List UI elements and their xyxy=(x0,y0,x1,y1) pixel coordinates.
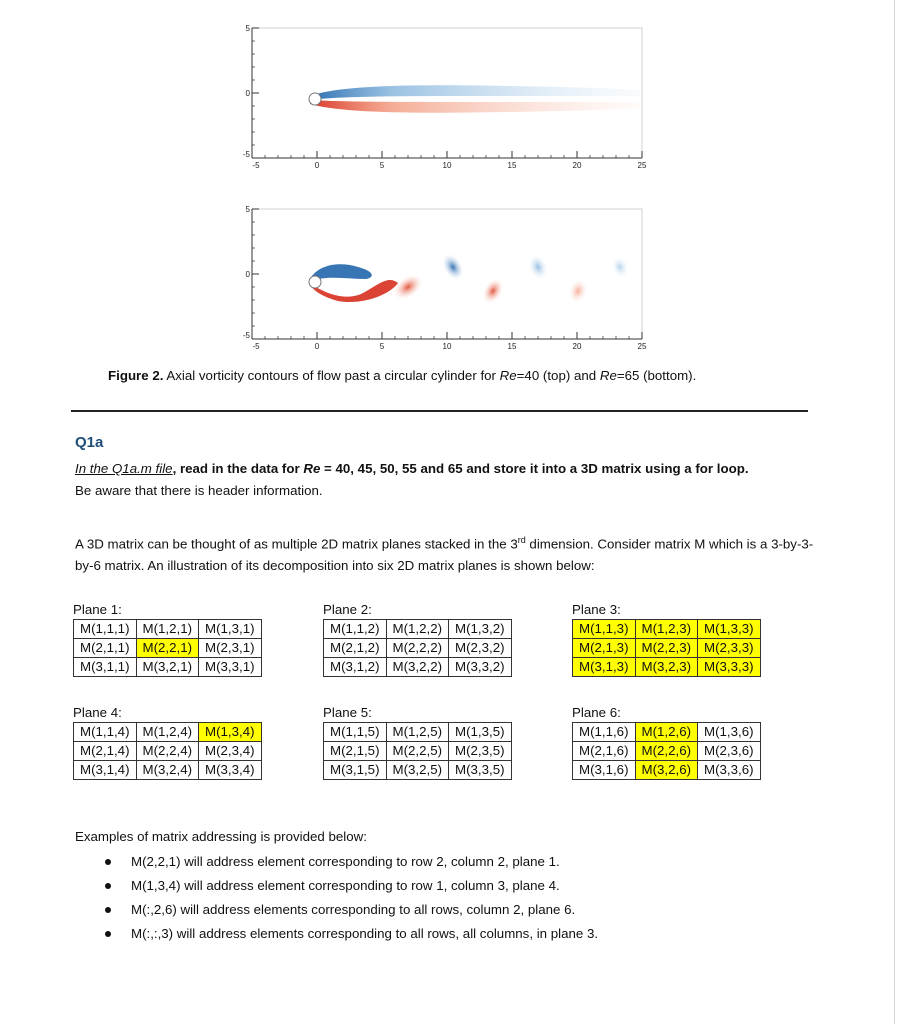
matrix-cell: M(2,1,3) xyxy=(573,639,636,658)
matrix-cell: M(2,3,1) xyxy=(199,639,262,658)
matrix-cell: M(1,1,3) xyxy=(573,620,636,639)
matrix-cell: M(2,3,4) xyxy=(199,742,262,761)
caption-text: =40 (top) and xyxy=(516,368,600,383)
y-tick-label: 0 xyxy=(245,270,250,279)
plane-label: Plane 4: xyxy=(73,705,122,720)
matrix-cell: M(3,2,3) xyxy=(635,658,698,677)
question-instructions xyxy=(75,458,815,502)
matrix-cell: M(1,1,1) xyxy=(74,620,137,639)
y-tick-label: -5 xyxy=(242,150,250,159)
matrix-cell: M(2,2,5) xyxy=(386,742,449,761)
instr-re: Re xyxy=(303,461,321,476)
matrix-cell: M(3,3,6) xyxy=(698,761,761,780)
y-tick-label: -5 xyxy=(242,331,250,340)
caption-re: Re xyxy=(599,368,617,383)
matrix-row xyxy=(74,742,262,761)
matrix-row xyxy=(324,639,512,658)
matrix-row xyxy=(573,742,761,761)
matrix-cell: M(3,3,3) xyxy=(698,658,761,677)
vorticity-plot-re65 xyxy=(242,205,647,351)
plane-2 xyxy=(323,600,512,677)
bullet-icon xyxy=(105,931,111,937)
para-text: dimension. Consider matrix M which is a 3-by-3-by-6 matrix. An illustration of its decomposition into six 2D matrix planes is shown below: xyxy=(75,536,814,574)
instr-text: = 40, 45, 50, 55 and 65 and store it into a 3D matrix using a for loop. xyxy=(320,461,749,476)
matrix-cell: M(1,3,2) xyxy=(449,620,512,639)
matrix-row xyxy=(324,658,512,677)
x-tick-label: 25 xyxy=(637,161,647,170)
caption-re: Re xyxy=(499,368,517,383)
matrix-row xyxy=(324,620,512,639)
matrix-row xyxy=(74,658,262,677)
matrix-cell: M(2,1,2) xyxy=(324,639,387,658)
example-text: M(1,3,4) will address element corresponding to row 1, column 3, plane 4. xyxy=(131,878,560,893)
matrix-cell: M(1,2,2) xyxy=(386,620,449,639)
list-item xyxy=(75,874,598,898)
x-tick-label: 20 xyxy=(572,342,582,351)
matrix-cell: M(3,3,5) xyxy=(449,761,512,780)
matrix-cell: M(2,3,5) xyxy=(449,742,512,761)
x-tick-label: 15 xyxy=(507,342,517,351)
plane-matrix xyxy=(73,619,262,677)
matrix-cell: M(3,2,4) xyxy=(136,761,199,780)
page-edge xyxy=(894,0,895,1024)
plane-matrix xyxy=(323,619,512,677)
plane-label: Plane 3: xyxy=(572,602,621,617)
matrix-row xyxy=(74,620,262,639)
matrix-cell: M(3,1,2) xyxy=(324,658,387,677)
matrix-explanation xyxy=(75,529,815,577)
x-tick-label: -5 xyxy=(252,342,260,351)
x-tick-label: 20 xyxy=(572,161,582,170)
matrix-row xyxy=(74,761,262,780)
bullet-icon xyxy=(105,883,111,889)
matrix-cell: M(3,2,1) xyxy=(136,658,199,677)
x-tick-label: 25 xyxy=(637,342,647,351)
matrix-cell: M(1,2,1) xyxy=(136,620,199,639)
matrix-row xyxy=(74,639,262,658)
x-tick-label: -5 xyxy=(252,161,260,170)
y-tick-label: 5 xyxy=(245,205,250,214)
plane-matrix xyxy=(572,722,761,780)
cylinder xyxy=(309,276,321,288)
matrix-cell: M(2,3,2) xyxy=(449,639,512,658)
y-tick-label: 0 xyxy=(245,89,250,98)
matrix-row xyxy=(573,658,761,677)
matrix-cell: M(1,3,4) xyxy=(199,723,262,742)
plane-matrix xyxy=(572,619,761,677)
matrix-cell: M(1,1,4) xyxy=(74,723,137,742)
matrix-cell: M(1,3,3) xyxy=(698,620,761,639)
matrix-cell: M(3,3,1) xyxy=(199,658,262,677)
matrix-cell: M(2,2,2) xyxy=(386,639,449,658)
caption-label: Figure 2. xyxy=(108,368,164,383)
matrix-row xyxy=(324,742,512,761)
caption-text: Axial vorticity contours of flow past a circular cylinder for xyxy=(163,368,500,383)
bullet-icon xyxy=(105,859,111,865)
caption-text: =65 (bottom). xyxy=(616,368,697,383)
matrix-row xyxy=(573,639,761,658)
x-tick-label: 5 xyxy=(379,342,385,351)
list-item xyxy=(75,850,598,874)
plane-label: Plane 2: xyxy=(323,602,372,617)
plane-1 xyxy=(73,600,262,677)
matrix-cell: M(3,3,2) xyxy=(449,658,512,677)
instr-text: , read in the data for xyxy=(172,461,304,476)
example-text: M(:,:,3) will address elements corresponding to all rows, all columns, in plane 3. xyxy=(131,926,599,941)
para-text: A 3D matrix can be thought of as multiple 2D matrix planes stacked in the 3 xyxy=(75,536,518,552)
para-sup: rd xyxy=(517,535,526,545)
example-text: M(2,2,1) will address element corresponding to row 2, column 2, plane 1. xyxy=(131,854,560,869)
matrix-cell: M(3,2,5) xyxy=(386,761,449,780)
matrix-row xyxy=(324,723,512,742)
matrix-row xyxy=(573,761,761,780)
matrix-row xyxy=(573,620,761,639)
matrix-cell: M(2,2,1) xyxy=(136,639,199,658)
x-tick-label: 0 xyxy=(314,161,320,170)
example-text: M(:,2,6) will address elements corresponding to all rows, column 2, plane 6. xyxy=(131,902,576,917)
plane-label: Plane 5: xyxy=(323,705,372,720)
plane-6 xyxy=(572,703,761,780)
examples-title: Examples of matrix addressing is provided below: xyxy=(75,829,367,844)
matrix-cell: M(1,2,5) xyxy=(386,723,449,742)
matrix-cell: M(3,1,4) xyxy=(74,761,137,780)
matrix-row xyxy=(573,723,761,742)
matrix-cell: M(2,1,5) xyxy=(324,742,387,761)
plane-matrix xyxy=(73,722,262,780)
matrix-cell: M(2,2,4) xyxy=(136,742,199,761)
x-tick-label: 0 xyxy=(314,342,320,351)
matrix-cell: M(1,2,6) xyxy=(635,723,698,742)
matrix-cell: M(1,2,3) xyxy=(635,620,698,639)
matrix-cell: M(3,1,3) xyxy=(573,658,636,677)
file-link[interactable]: In the Q1a.m file xyxy=(75,461,173,476)
list-item xyxy=(75,922,598,946)
matrix-cell: M(2,2,3) xyxy=(635,639,698,658)
plane-3 xyxy=(572,600,761,677)
matrix-cell: M(1,3,6) xyxy=(698,723,761,742)
x-tick-label: 10 xyxy=(442,161,452,170)
instr-line2: Be aware that there is header information. xyxy=(75,483,323,498)
section-divider xyxy=(71,410,808,412)
vorticity-plot-re40 xyxy=(242,24,647,170)
plane-label: Plane 6: xyxy=(572,705,621,720)
y-tick-label: 5 xyxy=(245,24,250,33)
matrix-cell: M(1,2,4) xyxy=(136,723,199,742)
matrix-cell: M(3,2,6) xyxy=(635,761,698,780)
list-item xyxy=(75,898,598,922)
matrix-cell: M(3,2,2) xyxy=(386,658,449,677)
x-tick-label: 15 xyxy=(507,161,517,170)
matrix-cell: M(2,1,4) xyxy=(74,742,137,761)
matrix-cell: M(1,3,5) xyxy=(449,723,512,742)
matrix-cell: M(2,3,3) xyxy=(698,639,761,658)
matrix-cell: M(1,1,2) xyxy=(324,620,387,639)
x-tick-label: 5 xyxy=(379,161,385,170)
question-heading: Q1a xyxy=(75,434,104,451)
cylinder xyxy=(309,93,321,105)
matrix-cell: M(3,1,1) xyxy=(74,658,137,677)
matrix-cell: M(2,1,6) xyxy=(573,742,636,761)
matrix-row xyxy=(324,761,512,780)
plane-matrix xyxy=(323,722,512,780)
matrix-cell: M(3,1,6) xyxy=(573,761,636,780)
matrix-cell: M(2,2,6) xyxy=(635,742,698,761)
matrix-cell: M(3,1,5) xyxy=(324,761,387,780)
matrix-row xyxy=(74,723,262,742)
matrix-cell: M(2,1,1) xyxy=(74,639,137,658)
figure-caption xyxy=(108,368,808,383)
plane-label: Plane 1: xyxy=(73,602,122,617)
matrix-cell: M(1,3,1) xyxy=(199,620,262,639)
matrix-cell: M(2,3,6) xyxy=(698,742,761,761)
matrix-cell: M(3,3,4) xyxy=(199,761,262,780)
x-tick-label: 10 xyxy=(442,342,452,351)
plane-5 xyxy=(323,703,512,780)
matrix-cell: M(1,1,5) xyxy=(324,723,387,742)
plane-4 xyxy=(73,703,262,780)
bullet-icon xyxy=(105,907,111,913)
matrix-cell: M(1,1,6) xyxy=(573,723,636,742)
examples-list xyxy=(75,850,598,946)
